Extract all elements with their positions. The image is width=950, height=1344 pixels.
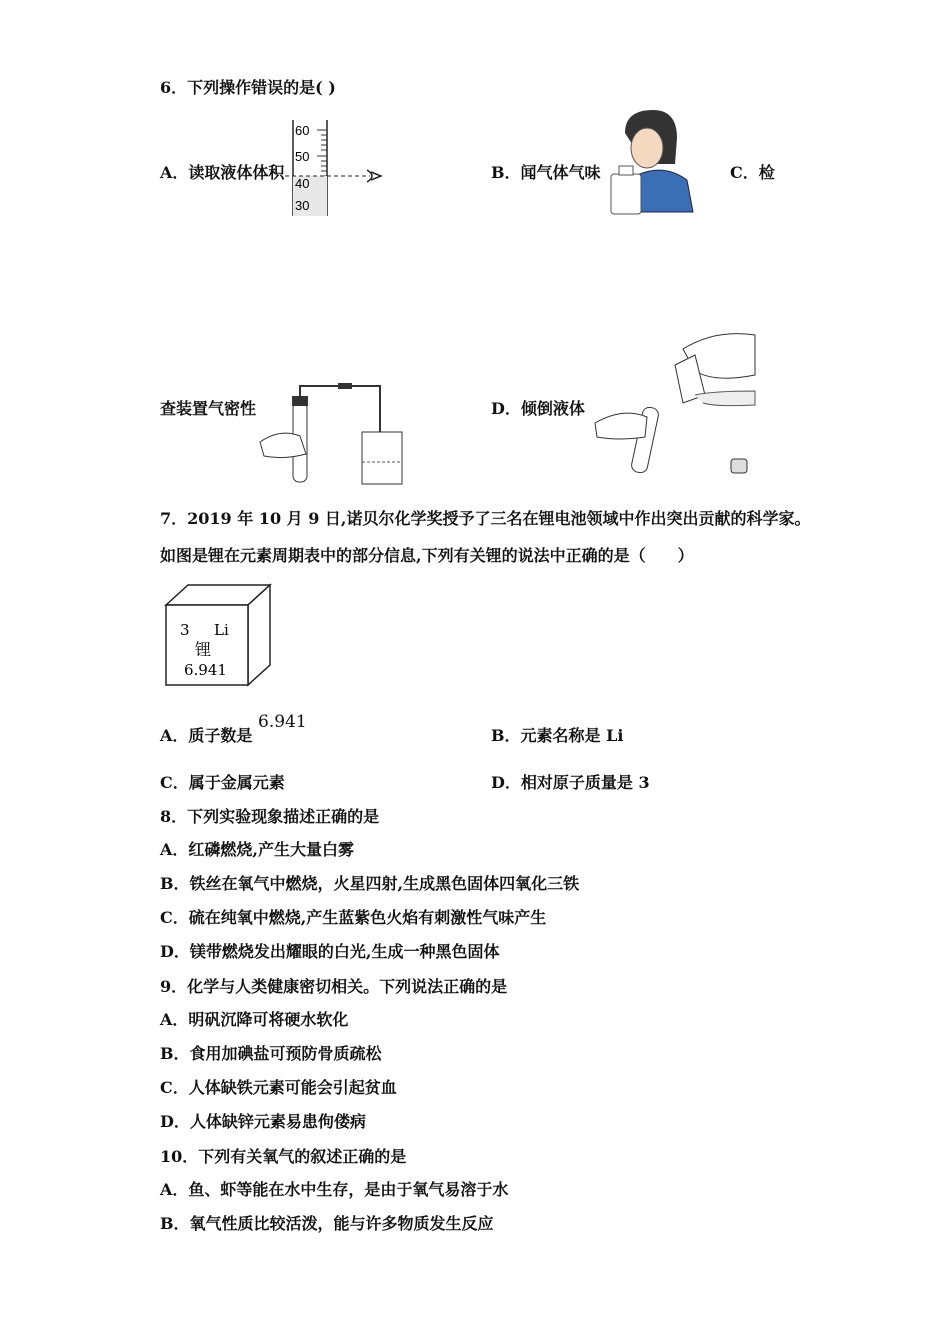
lithium-element-cell <box>162 583 274 689</box>
cylinder-mark-30: 30 <box>295 198 310 213</box>
q8-option-c: C．硫在纯氧中燃烧,产生蓝紫色火焰有刺激性气味产生 <box>160 908 547 927</box>
q9-stem: 9．化学与人类健康密切相关。下列说法正确的是 <box>160 977 508 996</box>
smell-gas-figure <box>605 108 700 216</box>
q9-option-c: C．人体缺铁元素可能会引起贫血 <box>160 1078 397 1097</box>
q8-option-a: A．红磷燃烧,产生大量白雾 <box>160 840 354 859</box>
q7-stem-line2: 如图是锂在元素周期表中的部分信息,下列有关锂的说法中正确的是（ ） <box>160 546 694 565</box>
q8-stem: 8．下列实验现象描述正确的是 <box>160 807 380 826</box>
q8-option-b: B．铁丝在氧气中燃烧，火星四射,生成黑色固体四氧化三铁 <box>160 874 580 893</box>
q10-option-b: B．氧气性质比较活泼，能与许多物质发生反应 <box>160 1214 494 1233</box>
q6-option-c-part1: C．检 <box>730 163 775 182</box>
q7-option-d: D．相对原子质量是 3 <box>491 773 650 792</box>
q9-option-a: A．明矾沉降可将硬水软化 <box>160 1010 349 1029</box>
q6-option-c-part2: 查装置气密性 <box>160 399 257 418</box>
cylinder-mark-40: 40 <box>295 176 310 191</box>
q10-option-a: A．鱼、虾等能在水中生存，是由于氧气易溶于水 <box>160 1180 509 1199</box>
q7-option-c: C．属于金属元素 <box>160 773 285 792</box>
q7-stem-line1: 7．2019 年 10 月 9 日,诺贝尔化学奖授予了三名在锂电池领域中作出突出贡献的科学家。 <box>160 509 811 528</box>
q6-stem: 6．下列操作错误的是( ) <box>160 78 336 97</box>
atomic-mass: 6.941 <box>184 661 227 679</box>
q9-option-d: D．人体缺锌元素易患佝偻病 <box>160 1112 366 1131</box>
pouring-liquid-figure <box>595 325 760 477</box>
q7-option-a: A．质子数是 <box>160 726 253 745</box>
cylinder-mark-60: 60 <box>295 123 310 138</box>
q7-option-b: B．元素名称是 Li <box>491 726 624 745</box>
q6-option-a: A．读取液体体积 <box>160 163 285 182</box>
q9-option-b: B．食用加碘盐可预防骨质疏松 <box>160 1044 382 1063</box>
q6-option-d: D．倾倒液体 <box>491 399 585 418</box>
q10-stem: 10．下列有关氧气的叙述正确的是 <box>160 1147 407 1166</box>
q7-option-a-value: 6.941 <box>258 712 307 732</box>
q6-option-b: B．闻气体气味 <box>491 163 601 182</box>
measuring-cylinder-figure <box>285 118 395 218</box>
airtightness-figure <box>260 380 410 488</box>
element-symbol: Li <box>214 621 229 639</box>
cylinder-mark-50: 50 <box>295 149 310 164</box>
atomic-number: 3 <box>180 621 190 639</box>
element-name: 锂 <box>195 640 212 659</box>
q8-option-d: D．镁带燃烧发出耀眼的白光,生成一种黑色固体 <box>160 942 500 961</box>
